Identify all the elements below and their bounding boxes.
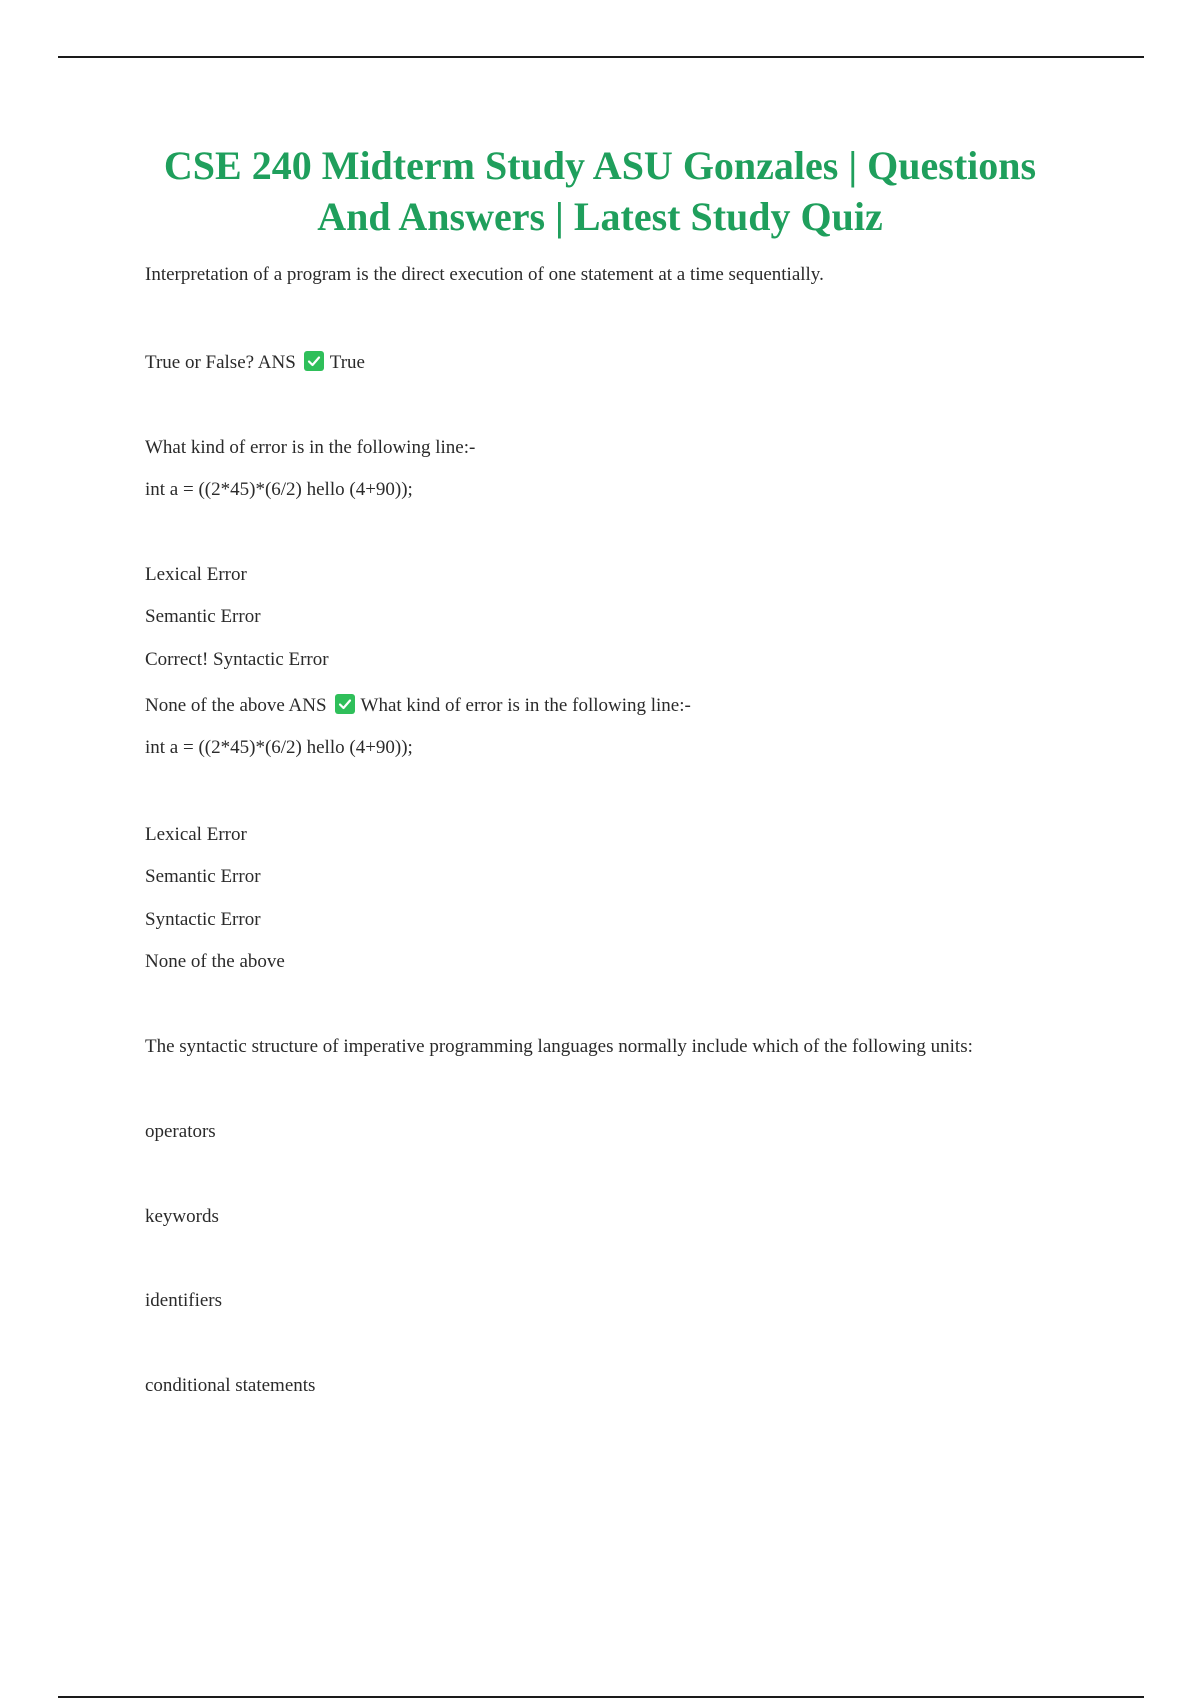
q1-answer-line [145,351,365,375]
q2-answer-code: int a = ((2*45)*(6/2) hello (4+90)); [145,737,413,758]
q3-question: The syntactic structure of imperative programming languages normally include which of the following units: [145,1036,973,1057]
q1-statement: Interpretation of a program is the direct execution of one statement at a time sequentially. [145,264,824,285]
q2-answer-option-2: Semantic Error [145,866,261,887]
q3-option-3: identifiers [145,1290,223,1311]
q2-question: What kind of error is in the following line:- [145,437,476,458]
q3-option-1: operators [145,1121,216,1142]
document-title [100,140,1100,242]
check-mark-icon [335,694,355,714]
q3-option-4: conditional statements [145,1375,316,1396]
q2-option-1: Lexical Error [145,564,247,585]
q3-option-2: keywords [145,1206,219,1227]
q2-answer-option-4: None of the above [145,951,285,972]
q2-answer-question: What kind of error is in the following line:- [360,695,691,716]
q1-answer: True [329,352,365,373]
q2-option-2: Semantic Error [145,606,261,627]
q2-option-3: Correct! Syntactic Error [145,649,329,670]
check-mark-icon [304,351,324,371]
q2-last-option: None of the above ANS [145,695,327,716]
footer-rule [58,1696,1144,1698]
title-line-2: And Answers | Latest Study Quiz [317,194,883,239]
q1-prompt: True or False? ANS [145,352,296,373]
title-line-1: CSE 240 Midterm Study ASU Gonzales | Questions [163,143,1037,188]
q2-code: int a = ((2*45)*(6/2) hello (4+90)); [145,479,413,500]
q2-answer-option-3: Syntactic Error [145,909,261,930]
q2-answer-option-1: Lexical Error [145,824,247,845]
header-rule [58,56,1144,58]
q2-answer-line [145,694,691,718]
